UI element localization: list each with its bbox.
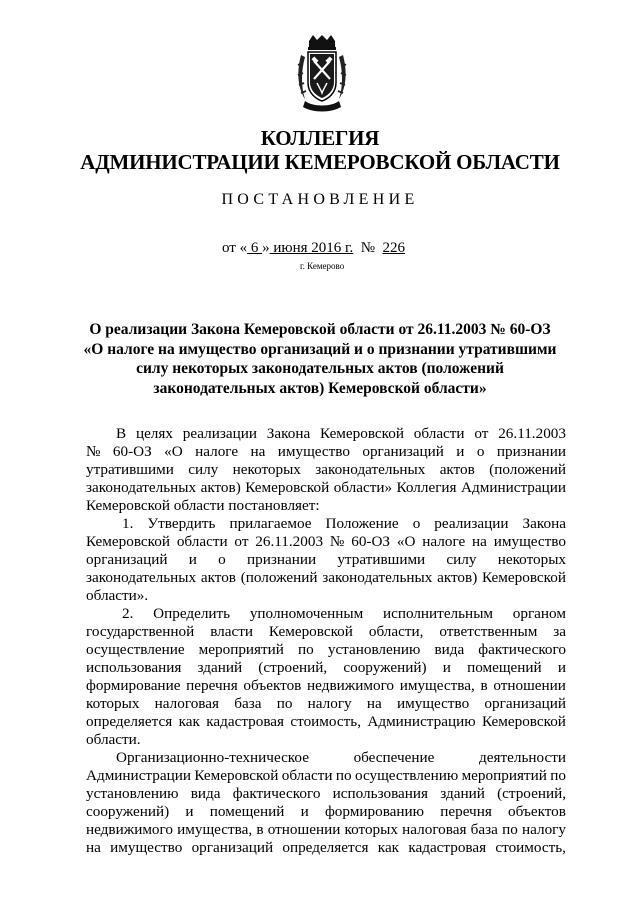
word: деятельности	[479, 749, 566, 766]
word: исполнительным	[382, 605, 494, 622]
word: утратившими	[86, 461, 174, 478]
word: перечня	[186, 677, 238, 694]
word: отношении	[267, 821, 341, 838]
word: Кемеровской	[320, 425, 404, 442]
body-line	[86, 479, 566, 497]
word: осуществлению	[354, 767, 459, 784]
word: от	[474, 425, 489, 442]
word: ответственным	[439, 623, 538, 640]
word: имущество	[110, 839, 183, 856]
word: Утвердить	[147, 515, 216, 532]
word: законодательных	[315, 461, 426, 478]
word: использования	[332, 785, 429, 802]
word: области,	[368, 623, 424, 640]
word: прилагаемое	[229, 515, 312, 532]
word: организаций	[191, 839, 274, 856]
word: недвижимого	[307, 677, 395, 694]
word: актов)	[437, 569, 478, 586]
word: о	[218, 551, 226, 568]
date-day: 6	[247, 240, 263, 256]
word: области	[176, 533, 228, 550]
word: силу	[188, 461, 219, 478]
word: Администрации	[461, 479, 566, 496]
word: стоимость,	[495, 839, 566, 856]
word: вида	[190, 785, 221, 802]
body-line	[86, 515, 566, 533]
document-title	[78, 320, 562, 398]
word: Закона	[522, 515, 566, 532]
word: «О	[396, 533, 416, 550]
kemerovo-coat-of-arms-icon	[295, 35, 349, 113]
word: налогу	[521, 821, 566, 838]
word: установлению	[327, 641, 421, 658]
organization-name-line1: КОЛЛЕГИЯ	[260, 126, 380, 150]
word: налоге	[195, 443, 239, 460]
word: органом	[512, 605, 566, 622]
word: Кемеровской	[482, 569, 566, 586]
word: налоговая	[154, 695, 219, 712]
word: определяется	[282, 839, 369, 856]
word: и	[442, 659, 451, 676]
body-line	[86, 839, 566, 857]
number-prefix: №	[353, 240, 383, 256]
word: в	[256, 821, 264, 838]
word: объектов	[243, 677, 302, 694]
body-line	[86, 551, 566, 569]
word: кадастровая	[206, 713, 285, 730]
word: в	[480, 677, 488, 694]
word: мероприятий	[461, 767, 547, 784]
word: база	[470, 821, 498, 838]
word: Администрацию	[367, 713, 476, 730]
word: которых	[344, 821, 398, 838]
body-line	[86, 533, 566, 551]
body-line	[86, 785, 566, 803]
word: законодательных	[86, 479, 197, 496]
word: как	[377, 839, 400, 856]
word: вида	[434, 641, 465, 658]
word: имущество	[397, 695, 470, 712]
word: актов)	[200, 479, 241, 496]
word: области	[413, 425, 465, 442]
document-date-number	[222, 240, 405, 257]
word: имущество	[277, 443, 350, 460]
word: отношении	[493, 677, 566, 694]
word: формированию	[324, 803, 425, 820]
word: налоге	[422, 533, 466, 550]
word: №	[329, 533, 345, 550]
word: Кемеровской	[86, 533, 170, 550]
word: на	[472, 533, 487, 550]
word: утратившими	[337, 551, 426, 568]
word: имущества,	[399, 677, 475, 694]
word: по	[276, 695, 293, 712]
word: мероприятий	[198, 641, 284, 658]
body-line	[86, 713, 566, 731]
word: области	[281, 767, 333, 784]
word: и	[188, 551, 197, 568]
word: реализации	[434, 515, 509, 532]
word: помещений	[209, 803, 285, 820]
word: Администрации	[86, 767, 191, 784]
word: организаций	[86, 551, 168, 568]
body-line	[86, 443, 566, 461]
word: по	[298, 641, 314, 658]
title-line: «О налоге на имущество организаций и о признании утратившими	[83, 340, 557, 358]
word: 60-ОЗ	[112, 443, 152, 460]
word: формирование	[86, 677, 181, 694]
word: государственной	[86, 623, 195, 640]
word: законодательных	[86, 569, 197, 586]
word: зданий	[197, 659, 243, 676]
word: использования	[86, 659, 182, 676]
word: силу	[446, 551, 477, 568]
word: помещений	[467, 659, 542, 676]
word: (строений,	[497, 785, 566, 802]
date-mid: »	[262, 240, 270, 256]
word: Определить	[153, 605, 231, 622]
word: В	[116, 425, 127, 442]
word: обеспечение	[353, 749, 435, 766]
body-line	[86, 803, 566, 821]
body-line	[86, 461, 566, 479]
word: организаций	[484, 695, 566, 712]
word: определяется	[86, 713, 173, 730]
word: по	[335, 767, 352, 784]
date-prefix: от «	[222, 240, 248, 256]
word: и	[557, 659, 566, 676]
word: недвижимого	[86, 821, 173, 838]
word: Положение	[325, 515, 399, 532]
word: уполномоченным	[249, 605, 364, 622]
word: 1.	[122, 515, 134, 532]
word: кадастровая	[408, 839, 487, 856]
word: (положений	[240, 569, 318, 586]
word: на	[250, 443, 266, 460]
body-line	[86, 659, 566, 677]
word: Организационно-техническое	[116, 749, 309, 766]
word: законодательных	[322, 569, 433, 586]
word: объектов	[508, 803, 566, 820]
document-number: 226	[382, 240, 406, 256]
word: и	[456, 443, 465, 460]
word: и	[185, 803, 194, 820]
word: (строений,	[258, 659, 328, 676]
word: власти	[210, 623, 253, 640]
date-month-year: июня 2016 г.	[269, 240, 354, 256]
word: зданий	[440, 785, 485, 802]
word: которых	[86, 695, 140, 712]
title-line: О реализации Закона Кемеровской области от 26.11.2003 № 60-ОЗ	[89, 321, 551, 338]
word: целях	[135, 425, 173, 442]
word: некоторых	[232, 461, 301, 478]
word: (положений	[489, 461, 566, 478]
word: и	[300, 803, 309, 820]
word: Кемеровской	[268, 623, 353, 640]
word: актов	[439, 461, 475, 478]
document-type: ПОСТАНОВЛЕНИЕ	[221, 191, 419, 208]
word: установлению	[86, 785, 179, 802]
word: за	[553, 623, 566, 640]
word: Кемеровской	[481, 713, 566, 730]
word: имущество	[493, 533, 566, 550]
word: перечня	[440, 803, 492, 820]
word: реализации	[182, 425, 257, 442]
word: по	[550, 767, 566, 784]
word: некоторых	[497, 551, 566, 568]
word: налогу	[307, 695, 352, 712]
body-line	[86, 749, 566, 767]
word: фактического	[478, 641, 566, 658]
word: признании	[246, 551, 317, 568]
word: №	[86, 443, 101, 460]
body-line	[86, 605, 566, 623]
title-line: силу некоторых законодательных актов (положений	[136, 360, 504, 378]
word: признании	[496, 443, 566, 460]
word: 26.11.2003	[498, 425, 566, 442]
body-line	[86, 695, 566, 713]
word: по	[502, 821, 518, 838]
word: на	[86, 839, 101, 856]
word: сооружений)	[343, 659, 427, 676]
body-line	[86, 623, 566, 641]
body-line	[86, 641, 566, 659]
word: от	[234, 533, 249, 550]
word: Кемеровской	[245, 479, 330, 496]
word: налоговая	[402, 821, 467, 838]
body-line: Кемеровской области постановляет:	[86, 497, 320, 514]
word: как	[178, 713, 200, 730]
word: организаций	[362, 443, 444, 460]
body-line	[86, 767, 566, 785]
body-line	[86, 821, 566, 839]
word: стоимость,	[290, 713, 361, 730]
word: Закона	[266, 425, 311, 442]
word: база	[234, 695, 262, 712]
word: Кемеровской	[194, 767, 279, 784]
word: актов	[200, 569, 236, 586]
body-line: области.	[86, 731, 141, 748]
title-line: законодательных актов) Кемеровской области»	[153, 379, 487, 397]
word: 60-ОЗ	[351, 533, 391, 550]
word: на	[366, 695, 382, 712]
word: имущества,	[177, 821, 253, 838]
word: фактического	[232, 785, 321, 802]
body-line	[86, 569, 566, 587]
document-body	[86, 425, 566, 857]
word: осуществление	[86, 641, 185, 658]
word: о	[476, 443, 485, 460]
body-line	[86, 677, 566, 695]
city: г. Кемерово	[300, 261, 345, 271]
word: 26.11.2003	[255, 533, 324, 550]
word: сооружений)	[86, 803, 170, 820]
body-line	[86, 425, 566, 443]
body-line: области».	[86, 587, 149, 604]
word: Коллегия	[396, 479, 457, 496]
word: о	[412, 515, 421, 532]
word: 2.	[122, 605, 134, 622]
organization-name-line2: АДМИНИСТРАЦИИ КЕМЕРОВСКОЙ ОБЛАСТИ	[80, 150, 560, 174]
word: «О	[164, 443, 183, 460]
word: области»	[333, 479, 393, 496]
